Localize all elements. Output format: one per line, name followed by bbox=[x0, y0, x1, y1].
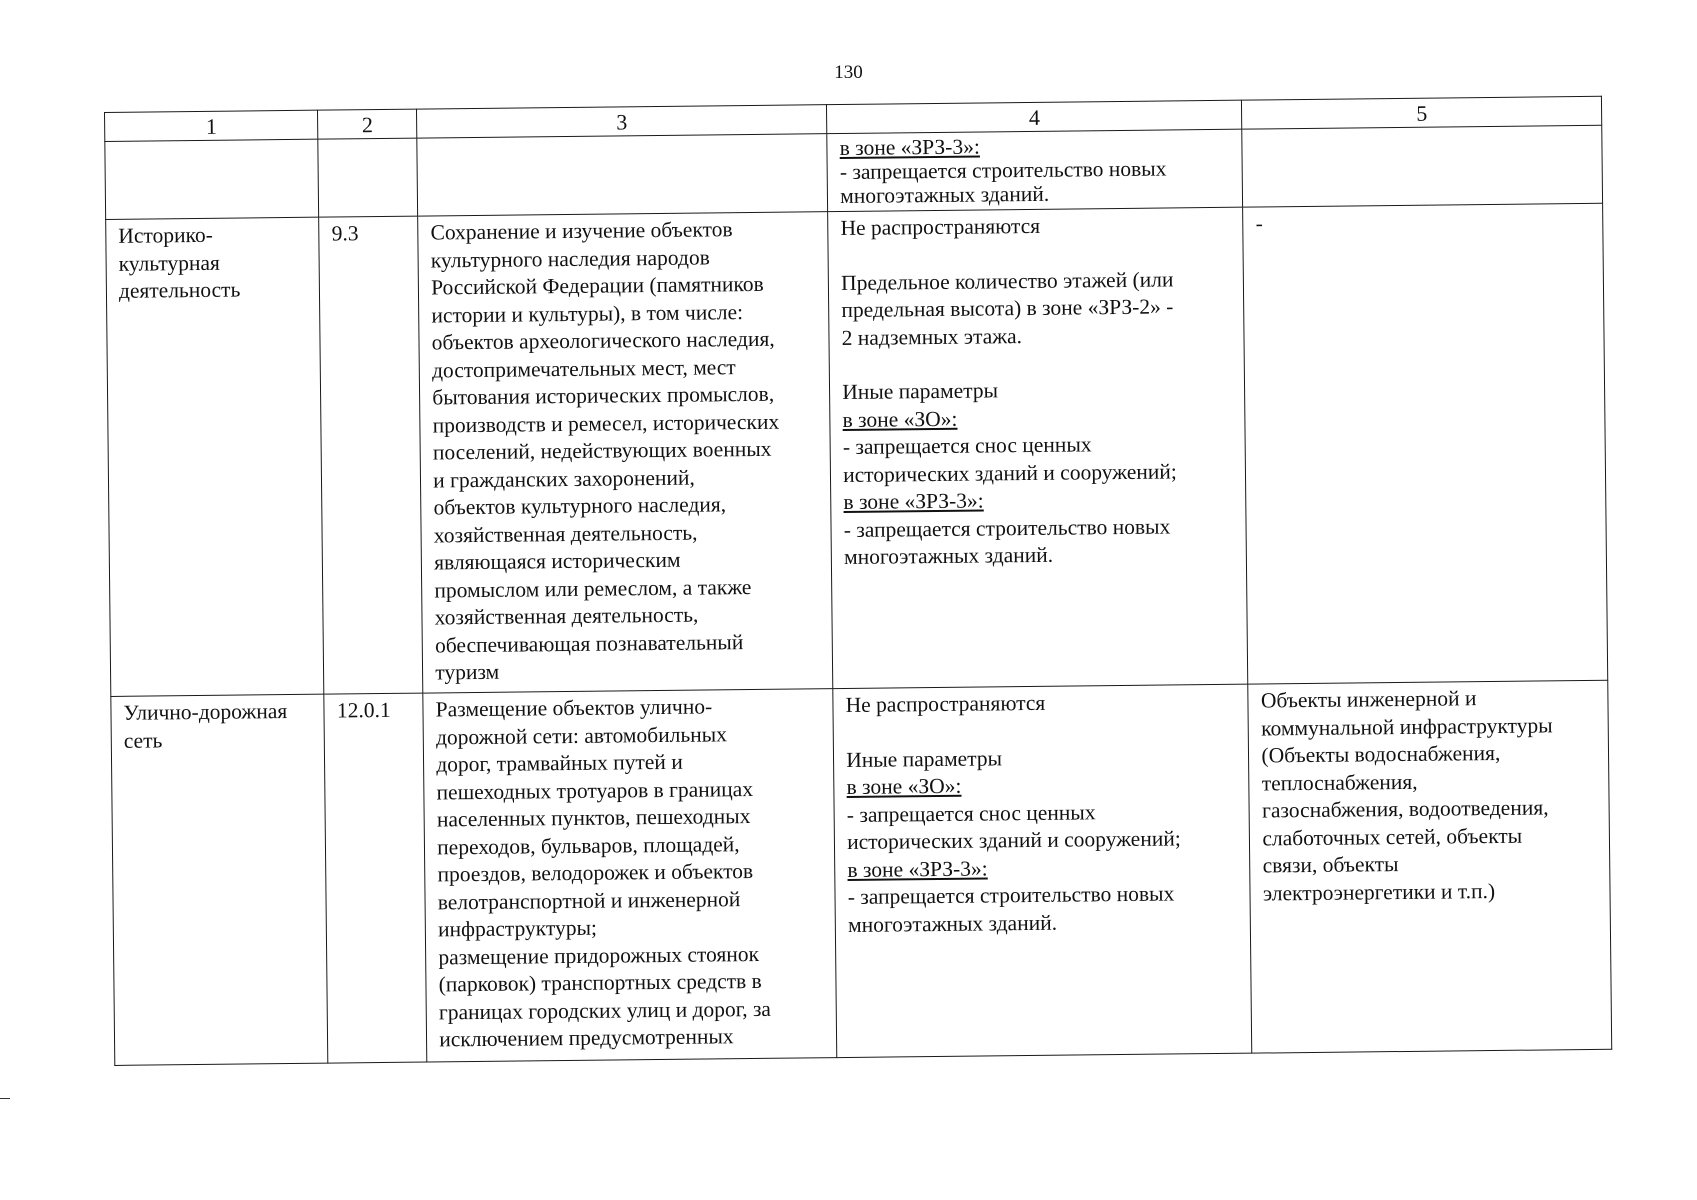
params-other-title: Иные параметры bbox=[842, 378, 999, 405]
cell-use-name: Улично-дорожная сеть bbox=[111, 694, 328, 1065]
params-other-title: Иные параметры bbox=[846, 745, 1003, 772]
cell-use-description: Размещение объектов улично- дорожной сети: автомобильных дорог, трамвайных путей и пешеходных тротуаров в границах населенных пунктов, пешеходных переходов, бульваров, площадей, проездов, велодорожек и объектов велотранспортной и инженерной инфраструктуры; размещение придорожных стоянок (парковок) транспортных средств в границах городских улиц и дорог, за исключением предусмотренных bbox=[423, 689, 837, 1062]
zone-rule-text: - запрещается снос ценных исторических зданий и сооружений; bbox=[842, 432, 1177, 487]
cell-params-continued bbox=[827, 129, 1243, 211]
zone-heading-zrz3: в зоне «ЗРЗ-3»: bbox=[839, 134, 980, 161]
table-row bbox=[111, 680, 1612, 1065]
column-header-2: 2 bbox=[318, 109, 417, 139]
cell-empty bbox=[105, 139, 319, 219]
column-header-5: 5 bbox=[1242, 96, 1602, 129]
cell-use-code: 12.0.1 bbox=[324, 693, 427, 1063]
column-header-4: 4 bbox=[827, 100, 1243, 133]
cell-infrastructure: Объекты инженерной и коммунальной инфраструктуры (Объекты водоснабжения, теплоснабжения, газоснабжения, водоотведения, слаботочных сетей, объекты связи, объекты электроэнергетики и т.п.) bbox=[1248, 680, 1612, 1053]
cell-empty bbox=[417, 134, 828, 216]
zone-rule-text: - запрещается строительство новых многоэтажных зданий. bbox=[847, 881, 1175, 937]
table-row bbox=[106, 203, 1608, 696]
zone-rule-text: - запрещается снос ценных исторических зданий и сооружений; bbox=[846, 799, 1181, 855]
zone-rule-text: - запрещается строительство новых многоэтажных зданий. bbox=[839, 156, 1167, 209]
cell-infrastructure: - bbox=[1243, 203, 1608, 684]
cell-use-name: Историко- культурная деятельность bbox=[106, 217, 325, 696]
params-not-applicable: Не распространяются bbox=[840, 213, 1041, 241]
cell-use-code: 9.3 bbox=[319, 216, 423, 694]
zone-rule-text: - запрещается строительство новых многоэтажных зданий. bbox=[843, 513, 1171, 570]
column-header-3: 3 bbox=[417, 105, 827, 138]
regulations-table bbox=[104, 96, 1612, 1066]
cell-use-description: Сохранение и изучение объектов культурного наследия народов Российской Федерации (памятников истории и культуры), в том числе: объектов археологического наследия, достопримечательных мест, мест бытования исторических промыслов, производств и ремесел, исторических поселений, недействующих военных и гражданских захоронений, объектов культурного наследия, хозяйственная деятельность, являющаяся историческим промыслом или ремеслом, а также хозяйственная деятельность, обеспечивающая познавательный туризм bbox=[418, 212, 833, 693]
zone-heading-zo: в зоне «ЗО»: bbox=[846, 773, 962, 800]
zone-heading-zo: в зоне «ЗО»: bbox=[842, 406, 958, 432]
cell-empty bbox=[318, 138, 418, 217]
params-not-applicable: Не распространяются bbox=[845, 690, 1046, 718]
column-header-1: 1 bbox=[105, 110, 319, 141]
page-number: 130 bbox=[834, 62, 863, 83]
zone-heading-zrz3: в зоне «ЗРЗ-3»: bbox=[843, 488, 984, 515]
params-floors: Предельное количество этажей (или предельная высота) в зоне «ЗРЗ-2» - 2 надземных этажа. bbox=[840, 266, 1174, 350]
regulations-table-sheet bbox=[104, 96, 1612, 1066]
cell-params bbox=[833, 684, 1252, 1057]
margin-mark bbox=[0, 1098, 10, 1099]
cell-empty bbox=[1242, 125, 1602, 207]
zone-heading-zrz3: в зоне «ЗРЗ-3»: bbox=[847, 855, 988, 882]
cell-params bbox=[828, 207, 1248, 688]
